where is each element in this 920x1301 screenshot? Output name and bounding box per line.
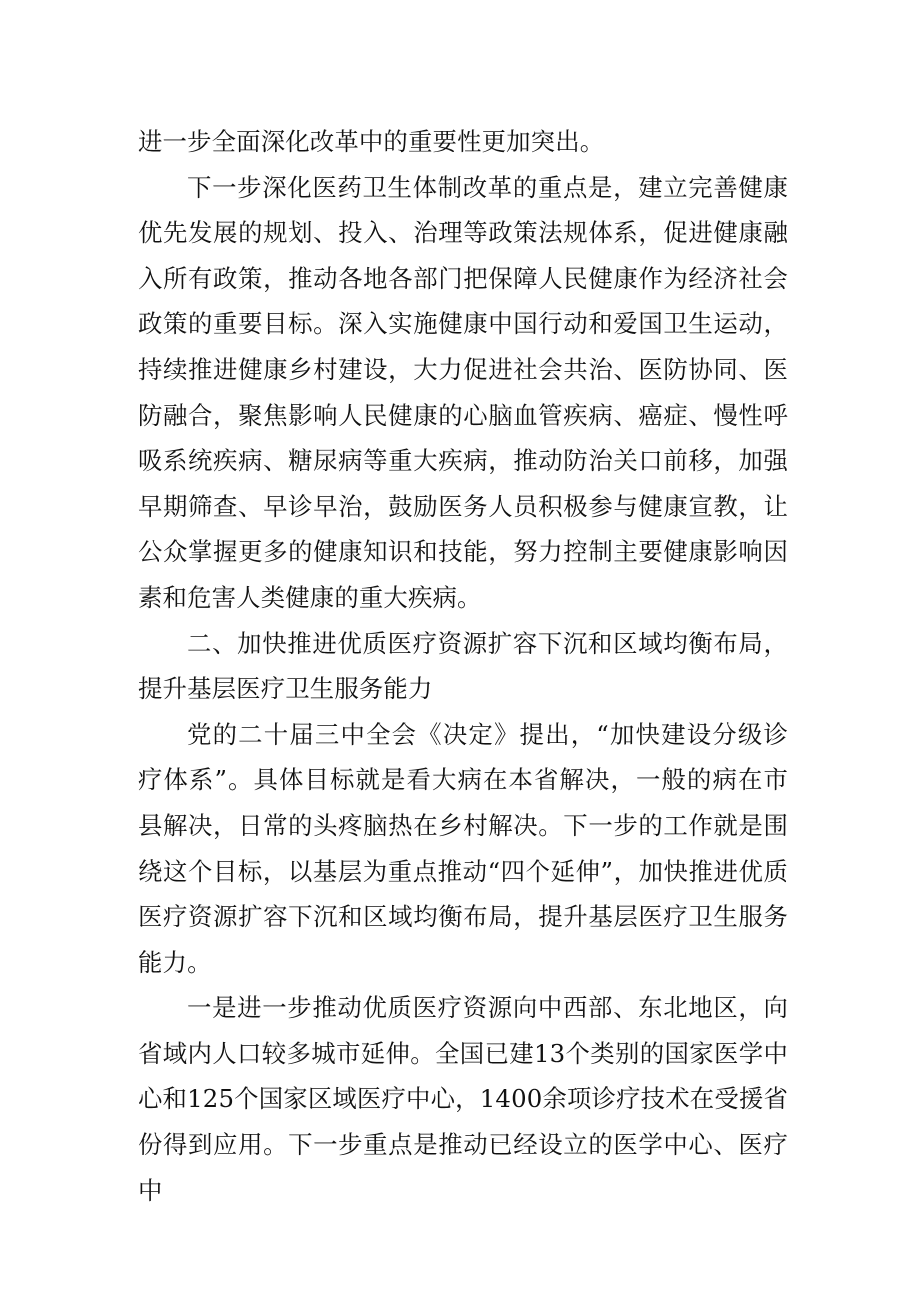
paragraph-regional-extension: 一是进一步推动优质医疗资源向中西部、东北地区，向省域内人口较多城市延伸。全国已建13个类别的国家医学中心和125个国家区域医疗中心，1400余项诊疗技术在受援省份得到应用。下一步重点是推动已经设立的医学中心、医疗中 <box>138 993 788 1205</box>
section-heading-resources: 二、加快推进优质医疗资源扩容下沉和区域均衡布局，提升基层医疗卫生服务能力 <box>138 628 788 704</box>
document-body <box>138 119 788 1213</box>
paragraph-continuation: 进一步全面深化改革中的重要性更加突出。 <box>138 127 605 156</box>
paragraph-tiered-care: 党的二十届三中全会《决定》提出，“加快建设分级诊疗体系”。具体目标就是看大病在本省解决，一般的病在市县解决，日常的头疼脑热在乡村解决。下一步的工作就是围绕这个目标，以基层为重点推动“四个延伸”，加快推进优质医疗资源扩容下沉和区域均衡布局，提升基层医疗卫生服务能力。 <box>138 719 788 977</box>
paragraph-reform-focus: 下一步深化医药卫生体制改革的重点是，建立完善健康优先发展的规划、投入、治理等政策法规体系，促进健康融入所有政策，推动各地各部门把保障人民健康作为经济社会政策的重要目标。深入实施健康中国行动和爱国卫生运动，持续推进健康乡村建设，大力促进社会共治、医防协同、医防融合，聚焦影响人民健康的心脑血管疾病、癌症、慢性呼吸系统疾病、糖尿病等重大疾病，推动防治关口前移，加强早期筛查、早诊早治，鼓励医务人员积极参与健康宣教，让公众掌握更多的健康知识和技能，努力控制主要健康影响因素和危害人类健康的重大疾病。 <box>138 172 788 612</box>
